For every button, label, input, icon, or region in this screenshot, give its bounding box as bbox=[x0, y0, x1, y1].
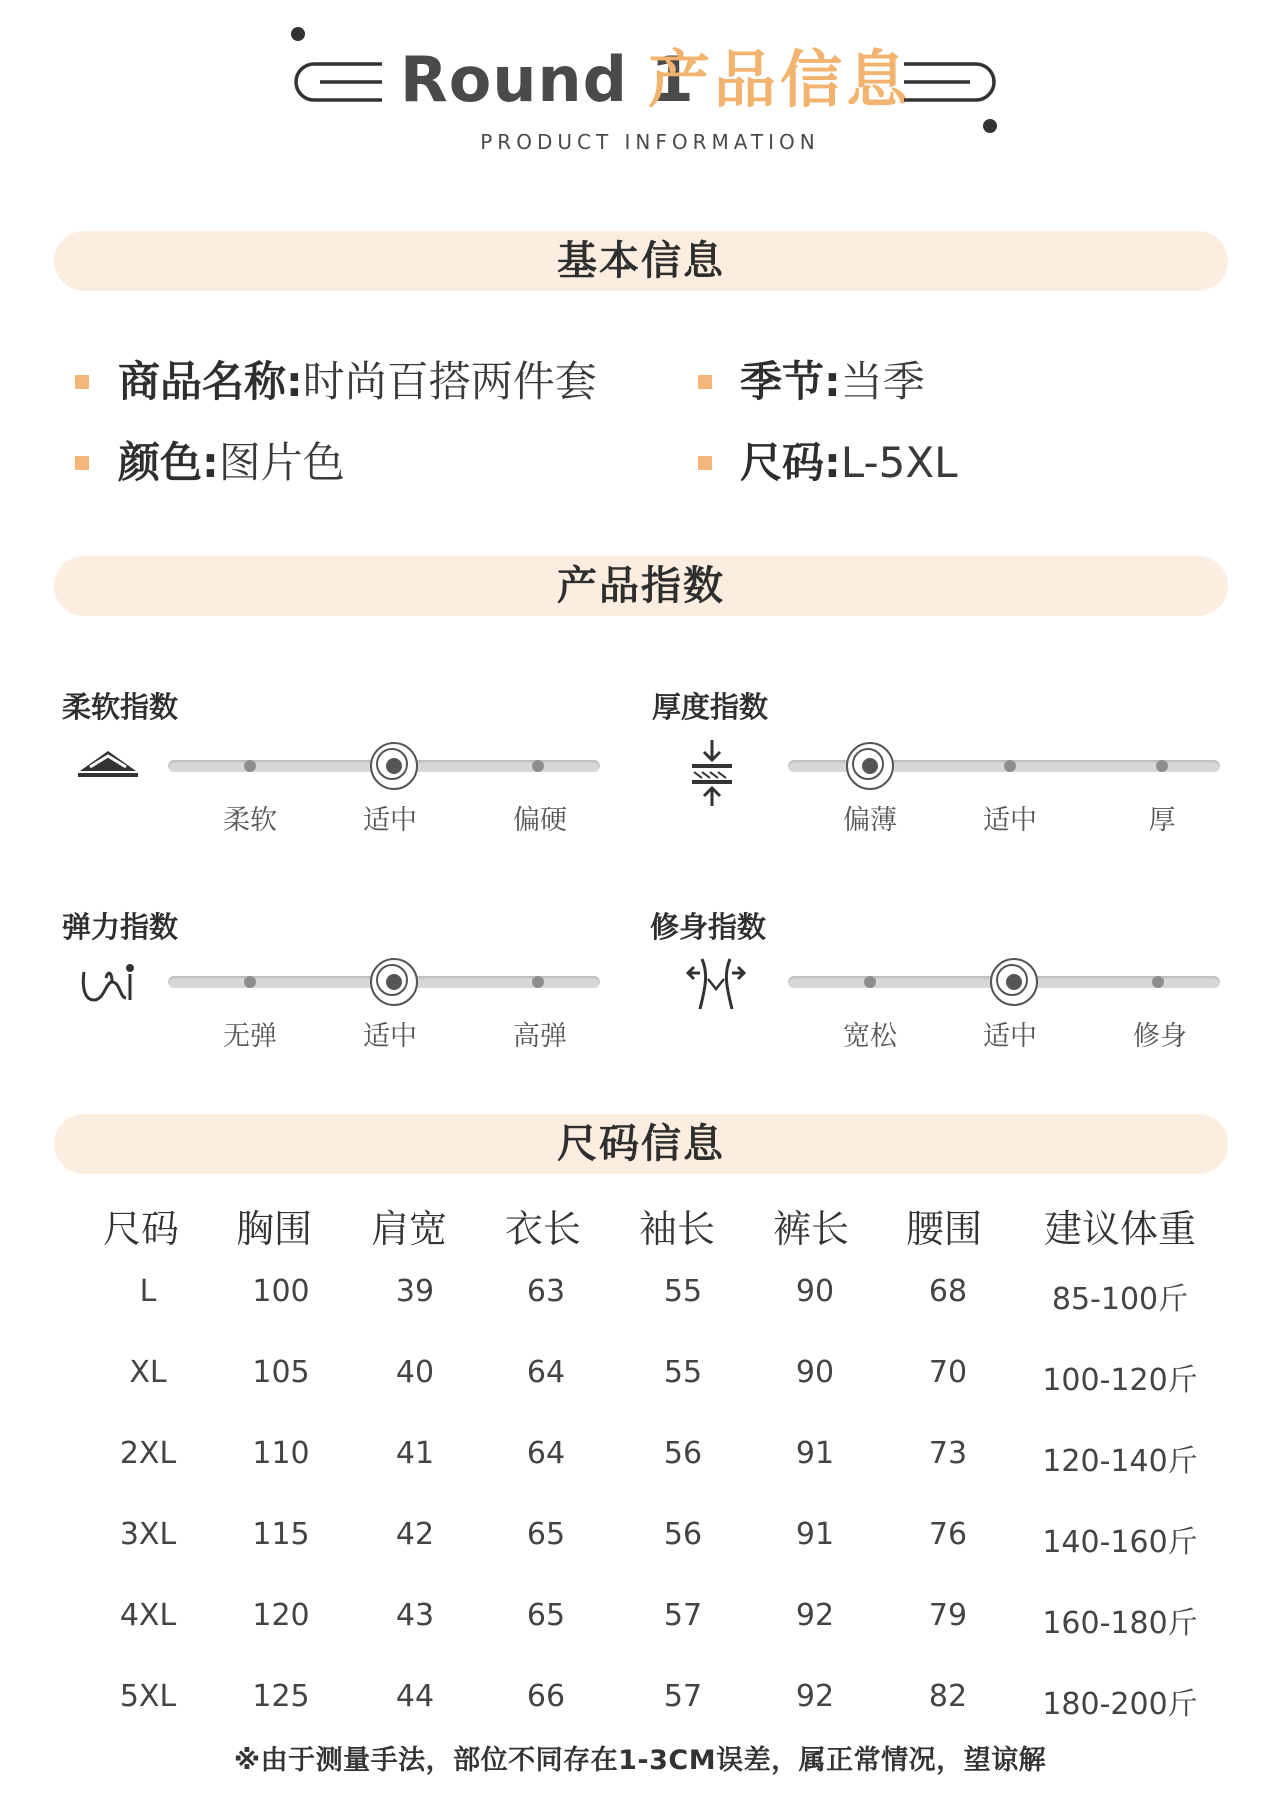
measurement-footnote: ※由于测量手法，部位不同存在1-3CM误差，属正常情况，望谅解 bbox=[233, 1745, 1047, 1776]
info-label-name: 商品名称: bbox=[118, 357, 303, 406]
info-value-name: 时尚百搭两件套 bbox=[302, 357, 597, 406]
bullet-icon bbox=[75, 456, 89, 470]
fit-dot-0 bbox=[864, 976, 876, 988]
table-header: 胸围 bbox=[235, 1207, 313, 1251]
table-cell: 55 bbox=[663, 1355, 703, 1390]
table-cell: 91 bbox=[795, 1517, 835, 1552]
info-label-color: 颜色: bbox=[118, 438, 219, 487]
table-cell: 56 bbox=[663, 1436, 703, 1471]
table-cell: 44 bbox=[395, 1679, 435, 1714]
table-cell: 73 bbox=[928, 1436, 968, 1471]
table-cell: 65 bbox=[526, 1517, 566, 1552]
softness-title: 柔软指数 bbox=[62, 690, 179, 724]
elasticity-title: 弹力指数 bbox=[62, 910, 179, 944]
thickness-title: 厚度指数 bbox=[652, 690, 769, 724]
bullet-icon bbox=[698, 375, 712, 389]
table-cell: 120 bbox=[252, 1598, 310, 1633]
table-cell: 2XL bbox=[119, 1436, 177, 1471]
table-cell: 120-140斤 bbox=[1042, 1444, 1198, 1479]
elasticity-option-2: 高弹 bbox=[513, 1021, 567, 1052]
section-title-basic: 基本信息 bbox=[557, 238, 725, 284]
info-value-season: 当季 bbox=[840, 357, 925, 406]
title-decoration-left bbox=[280, 20, 390, 110]
thickness-option-1: 适中 bbox=[983, 805, 1037, 836]
softness-dot-0 bbox=[244, 760, 256, 772]
table-cell: 82 bbox=[928, 1679, 968, 1714]
table-cell: 180-200斤 bbox=[1042, 1687, 1198, 1722]
elasticity-option-0: 无弹 bbox=[223, 1021, 277, 1052]
table-header: 袖长 bbox=[638, 1207, 716, 1251]
table-header: 衣长 bbox=[504, 1207, 582, 1251]
table-cell: L bbox=[139, 1274, 157, 1309]
fit-title: 修身指数 bbox=[650, 910, 767, 944]
table-cell: 43 bbox=[395, 1598, 435, 1633]
info-item-name bbox=[118, 354, 597, 410]
elasticity-option-1: 适中 bbox=[363, 1021, 417, 1052]
section-title-index: 产品指数 bbox=[557, 563, 725, 609]
fit-dot-2 bbox=[1152, 976, 1164, 988]
page-title: 产品信息 bbox=[648, 43, 913, 116]
table-header: 肩宽 bbox=[370, 1207, 448, 1251]
table-cell: 100 bbox=[252, 1274, 310, 1309]
thickness-dot-1 bbox=[1004, 760, 1016, 772]
info-label-season: 季节: bbox=[740, 357, 841, 406]
table-header: 腰围 bbox=[905, 1207, 983, 1251]
section-bar-basic bbox=[54, 231, 1228, 291]
info-item-season bbox=[740, 354, 925, 410]
body-waist-icon bbox=[684, 955, 748, 1013]
info-value-color: 图片色 bbox=[218, 438, 345, 487]
table-cell: 92 bbox=[795, 1679, 835, 1714]
table-cell: 105 bbox=[252, 1355, 310, 1390]
table-cell: 125 bbox=[252, 1679, 310, 1714]
table-cell: 3XL bbox=[119, 1517, 177, 1552]
table-cell: 64 bbox=[526, 1436, 566, 1471]
table-cell: 115 bbox=[252, 1517, 310, 1552]
table-cell: 76 bbox=[928, 1517, 968, 1552]
table-cell: 91 bbox=[795, 1436, 835, 1471]
table-cell: 42 bbox=[395, 1517, 435, 1552]
section-bar-size bbox=[54, 1114, 1228, 1174]
info-value-size: L-5XL bbox=[840, 438, 958, 487]
fit-option-0: 宽松 bbox=[843, 1021, 897, 1052]
title-decoration-right bbox=[900, 40, 1010, 140]
softness-option-0: 柔软 bbox=[223, 805, 277, 836]
info-item-size bbox=[740, 435, 958, 491]
section-bar-index bbox=[54, 556, 1228, 616]
bullet-icon bbox=[698, 456, 712, 470]
table-header: 裤长 bbox=[772, 1207, 850, 1251]
thickness-dot-2 bbox=[1156, 760, 1168, 772]
shoe-sole-icon bbox=[76, 745, 140, 779]
softness-option-1: 适中 bbox=[363, 805, 417, 836]
thickness-option-2: 厚 bbox=[1148, 805, 1176, 836]
table-cell: XL bbox=[129, 1355, 167, 1390]
softness-selected-marker bbox=[370, 742, 418, 790]
softness-option-2: 偏硬 bbox=[513, 805, 567, 836]
table-header: 建议体重 bbox=[1043, 1207, 1197, 1251]
softness-dot-2 bbox=[532, 760, 544, 772]
table-cell: 40 bbox=[395, 1355, 435, 1390]
table-cell: 90 bbox=[795, 1355, 835, 1390]
table-cell: 100-120斤 bbox=[1042, 1363, 1198, 1398]
compress-layers-icon bbox=[684, 738, 740, 808]
table-cell: 160-180斤 bbox=[1042, 1606, 1198, 1641]
table-cell: 65 bbox=[526, 1598, 566, 1633]
elasticity-dot-0 bbox=[244, 976, 256, 988]
table-cell: 110 bbox=[252, 1436, 310, 1471]
thickness-selected-marker bbox=[846, 742, 894, 790]
table-cell: 92 bbox=[795, 1598, 835, 1633]
table-cell: 140-160斤 bbox=[1042, 1525, 1198, 1560]
stretch-icon bbox=[80, 960, 138, 1008]
table-cell: 70 bbox=[928, 1355, 968, 1390]
section-title-size: 尺码信息 bbox=[557, 1121, 725, 1167]
table-cell: 79 bbox=[928, 1598, 968, 1633]
round-label: Round 1 bbox=[400, 43, 695, 116]
table-cell: 63 bbox=[526, 1274, 566, 1309]
table-cell: 64 bbox=[526, 1355, 566, 1390]
fit-option-1: 适中 bbox=[983, 1021, 1037, 1052]
info-label-size: 尺码: bbox=[740, 438, 841, 487]
table-cell: 68 bbox=[928, 1274, 968, 1309]
table-cell: 4XL bbox=[119, 1598, 177, 1633]
table-cell: 55 bbox=[663, 1274, 703, 1309]
table-cell: 66 bbox=[526, 1679, 566, 1714]
elasticity-selected-marker bbox=[370, 958, 418, 1006]
fit-selected-marker bbox=[990, 958, 1038, 1006]
table-cell: 90 bbox=[795, 1274, 835, 1309]
table-cell: 57 bbox=[663, 1598, 703, 1633]
elasticity-dot-2 bbox=[532, 976, 544, 988]
table-cell: 39 bbox=[395, 1274, 435, 1309]
table-cell: 41 bbox=[395, 1436, 435, 1471]
thickness-option-0: 偏薄 bbox=[843, 805, 897, 836]
bullet-icon bbox=[75, 375, 89, 389]
table-cell: 56 bbox=[663, 1517, 703, 1552]
table-cell: 57 bbox=[663, 1679, 703, 1714]
table-cell: 85-100斤 bbox=[1051, 1282, 1189, 1317]
table-header: 尺码 bbox=[102, 1207, 180, 1251]
page-subtitle: PRODUCT INFORMATION bbox=[480, 130, 820, 154]
info-item-color bbox=[118, 435, 345, 491]
fit-option-2: 修身 bbox=[1133, 1021, 1187, 1052]
table-cell: 5XL bbox=[119, 1679, 177, 1714]
